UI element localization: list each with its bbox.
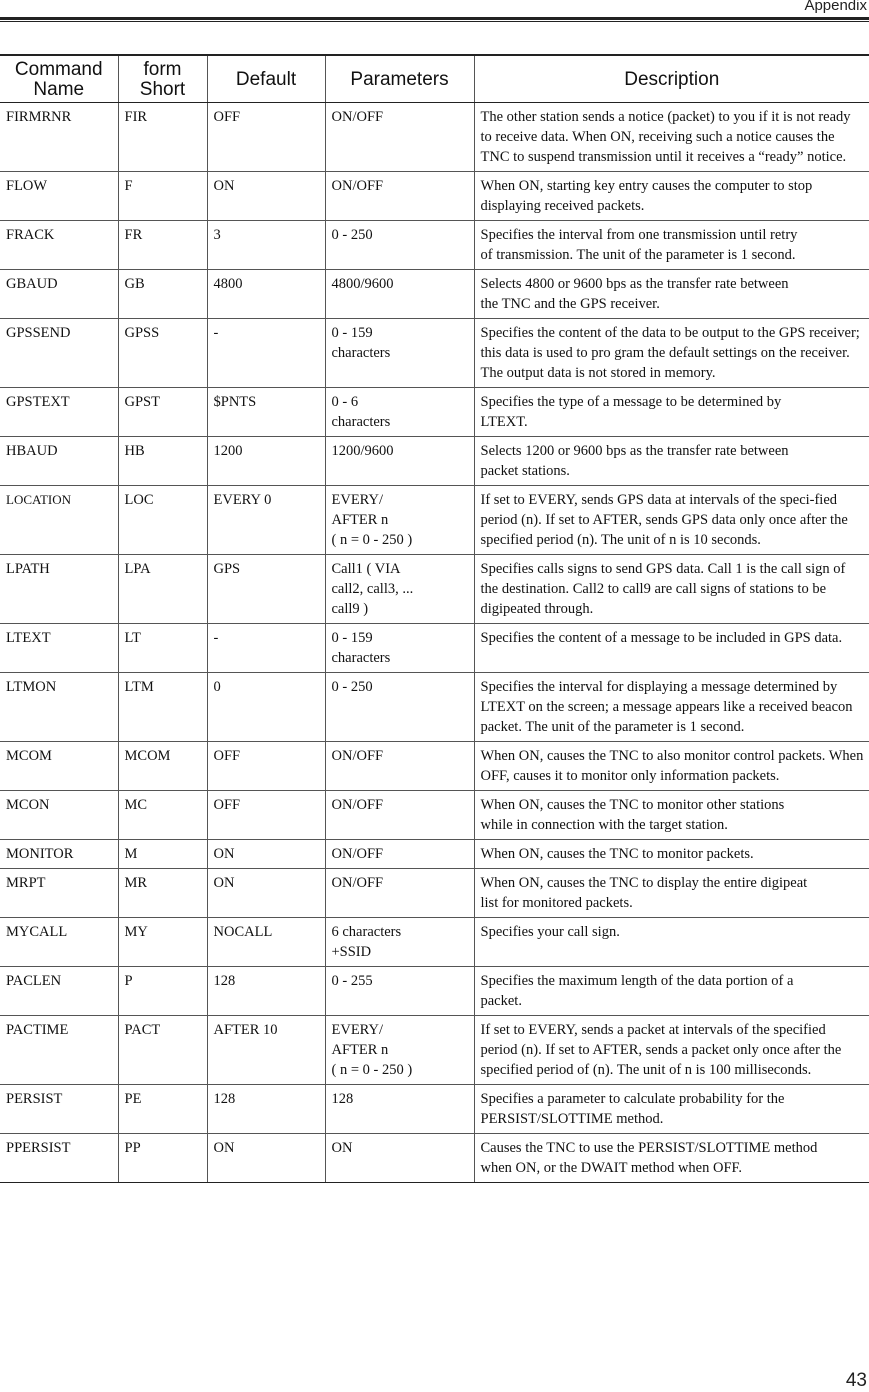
default-value-cell: 3 xyxy=(207,221,325,270)
table-header-row xyxy=(0,55,869,103)
command-name-cell: PACTIME xyxy=(0,1016,118,1085)
command-table xyxy=(0,54,869,1183)
table-row xyxy=(0,1085,869,1134)
short-form-cell: M xyxy=(118,840,207,869)
short-form-cell: FR xyxy=(118,221,207,270)
table-row xyxy=(0,869,869,918)
description-cell: Specifies the type of a message to be determined by LTEXT. xyxy=(474,388,869,437)
parameters-cell: ON/OFF xyxy=(325,840,474,869)
default-value-cell: OFF xyxy=(207,103,325,172)
short-form-cell: PACT xyxy=(118,1016,207,1085)
short-form-cell: MCOM xyxy=(118,742,207,791)
description-cell: Specifies your call sign. xyxy=(474,918,869,967)
parameters-cell: ON/OFF xyxy=(325,172,474,221)
col-header-parameters: Parameters xyxy=(325,55,474,103)
short-form-cell: HB xyxy=(118,437,207,486)
command-name-cell: MCOM xyxy=(0,742,118,791)
col-header-short-form: form Short xyxy=(118,55,207,103)
command-name-cell: PACLEN xyxy=(0,967,118,1016)
table-row xyxy=(0,624,869,673)
parameters-cell: 4800/9600 xyxy=(325,270,474,319)
table-row xyxy=(0,437,869,486)
parameters-cell: 0 - 250 xyxy=(325,673,474,742)
description-cell: Specifies the interval from one transmission until retry of transmission. The unit of the parameter is 1 second. xyxy=(474,221,869,270)
col-header-description: Description xyxy=(474,55,869,103)
default-value-cell: 1200 xyxy=(207,437,325,486)
table-row xyxy=(0,840,869,869)
table-row xyxy=(0,1134,869,1183)
short-form-cell: LPA xyxy=(118,555,207,624)
description-cell: Selects 1200 or 9600 bps as the transfer rate between packet stations. xyxy=(474,437,869,486)
description-cell: Specifies the content of a message to be included in GPS data. xyxy=(474,624,869,673)
command-name-cell: LPATH xyxy=(0,555,118,624)
parameters-cell: 1200/9600 xyxy=(325,437,474,486)
command-name-cell: GPSTEXT xyxy=(0,388,118,437)
table-row xyxy=(0,967,869,1016)
command-name-cell: MRPT xyxy=(0,869,118,918)
default-value-cell: AFTER 10 xyxy=(207,1016,325,1085)
col-header-command-name: Command Name xyxy=(0,55,118,103)
description-cell: If set to EVERY, sends GPS data at intervals of the speci-fied period (n). If set to AFTER, sends GPS data only once after the specified period (n). The unit of n is 10 seconds. xyxy=(474,486,869,555)
table-row xyxy=(0,221,869,270)
parameters-cell: ON/OFF xyxy=(325,869,474,918)
description-cell: When ON, causes the TNC to display the entire digipeat list for monitored packets. xyxy=(474,869,869,918)
description-cell: Specifies the content of the data to be output to the GPS receiver; this data is used to pro gram the default settings on the receiver. The output data is not stored in memory. xyxy=(474,319,869,388)
default-value-cell: NOCALL xyxy=(207,918,325,967)
parameters-cell: EVERY/ AFTER n ( n = 0 - 250 ) xyxy=(325,486,474,555)
short-form-cell: P xyxy=(118,967,207,1016)
table-row xyxy=(0,388,869,437)
short-form-cell: LOC xyxy=(118,486,207,555)
command-name-cell: LTMON xyxy=(0,673,118,742)
description-cell: When ON, causes the TNC to also monitor control packets. When OFF, causes it to monitor only information packets. xyxy=(474,742,869,791)
default-value-cell: EVERY 0 xyxy=(207,486,325,555)
default-value-cell: GPS xyxy=(207,555,325,624)
default-value-cell: $PNTS xyxy=(207,388,325,437)
parameters-cell: ON/OFF xyxy=(325,791,474,840)
default-value-cell: ON xyxy=(207,840,325,869)
description-cell: Causes the TNC to use the PERSIST/SLOTTIME method when ON, or the DWAIT method when OFF. xyxy=(474,1134,869,1183)
command-name-cell: LTEXT xyxy=(0,624,118,673)
default-value-cell: ON xyxy=(207,1134,325,1183)
table-row xyxy=(0,319,869,388)
command-name-cell: LOCATION xyxy=(0,486,118,555)
parameters-cell: ON/OFF xyxy=(325,742,474,791)
default-value-cell: 128 xyxy=(207,967,325,1016)
parameters-cell: 6 characters +SSID xyxy=(325,918,474,967)
header-rule-thick xyxy=(0,17,869,20)
short-form-cell: F xyxy=(118,172,207,221)
command-name-cell: MCON xyxy=(0,791,118,840)
description-cell: The other station sends a notice (packet) to you if it is not ready to receive data. When ON, receiving such a notice causes the TNC to suspend transmission until it receives a “ready” notice. xyxy=(474,103,869,172)
short-form-cell: GPST xyxy=(118,388,207,437)
parameters-cell: 0 - 159 characters xyxy=(325,624,474,673)
short-form-cell: GB xyxy=(118,270,207,319)
table-row xyxy=(0,791,869,840)
table-row xyxy=(0,918,869,967)
description-cell: Specifies the interval for displaying a message determined by LTEXT on the screen; a message appears like a received beacon packet. The unit of the parameter is 1 second. xyxy=(474,673,869,742)
command-name-cell: MONITOR xyxy=(0,840,118,869)
command-name-cell: PERSIST xyxy=(0,1085,118,1134)
table-row xyxy=(0,673,869,742)
parameters-cell: 0 - 6 characters xyxy=(325,388,474,437)
default-value-cell: - xyxy=(207,319,325,388)
description-cell: Selects 4800 or 9600 bps as the transfer rate between the TNC and the GPS receiver. xyxy=(474,270,869,319)
command-name-cell: HBAUD xyxy=(0,437,118,486)
table-row xyxy=(0,270,869,319)
default-value-cell: ON xyxy=(207,869,325,918)
parameters-cell: EVERY/ AFTER n ( n = 0 - 250 ) xyxy=(325,1016,474,1085)
table-row xyxy=(0,742,869,791)
default-value-cell: 4800 xyxy=(207,270,325,319)
description-cell: Specifies calls signs to send GPS data. Call 1 is the call sign of the destination. Call2 to call9 are call signs of stations to be digipeated through. xyxy=(474,555,869,624)
command-name-cell: GBAUD xyxy=(0,270,118,319)
short-form-cell: LT xyxy=(118,624,207,673)
description-cell: Specifies the maximum length of the data portion of a packet. xyxy=(474,967,869,1016)
default-value-cell: ON xyxy=(207,172,325,221)
table-row xyxy=(0,555,869,624)
short-form-cell: PP xyxy=(118,1134,207,1183)
page-number: 43 xyxy=(845,1370,867,1391)
command-name-cell: FRACK xyxy=(0,221,118,270)
description-cell: When ON, causes the TNC to monitor packets. xyxy=(474,840,869,869)
description-cell: When ON, starting key entry causes the computer to stop displaying received packets. xyxy=(474,172,869,221)
parameters-cell: ON/OFF xyxy=(325,103,474,172)
header-rule-thin xyxy=(0,21,869,22)
parameters-cell: 0 - 250 xyxy=(325,221,474,270)
parameters-cell: 0 - 159 characters xyxy=(325,319,474,388)
command-name-cell: FLOW xyxy=(0,172,118,221)
short-form-cell: PE xyxy=(118,1085,207,1134)
short-form-cell: GPSS xyxy=(118,319,207,388)
table-row xyxy=(0,1016,869,1085)
table-row xyxy=(0,103,869,172)
command-name-cell: FIRMRNR xyxy=(0,103,118,172)
col-header-default: Default xyxy=(207,55,325,103)
command-name-cell: GPSSEND xyxy=(0,319,118,388)
description-cell: Specifies a parameter to calculate probability for the PERSIST/SLOTTIME method. xyxy=(474,1085,869,1134)
description-cell: If set to EVERY, sends a packet at intervals of the specified period (n). If set to AFTER, sends a packet only once after the specified period of (n). The unit of n is 100 milliseconds. xyxy=(474,1016,869,1085)
default-value-cell: OFF xyxy=(207,791,325,840)
default-value-cell: - xyxy=(207,624,325,673)
page-header-title: Appendix xyxy=(804,0,867,14)
parameters-cell: 128 xyxy=(325,1085,474,1134)
description-cell: When ON, causes the TNC to monitor other stations while in connection with the target station. xyxy=(474,791,869,840)
short-form-cell: MY xyxy=(118,918,207,967)
table-row xyxy=(0,486,869,555)
parameters-cell: 0 - 255 xyxy=(325,967,474,1016)
command-name-cell: MYCALL xyxy=(0,918,118,967)
default-value-cell: 0 xyxy=(207,673,325,742)
short-form-cell: FIR xyxy=(118,103,207,172)
command-name-cell: PPERSIST xyxy=(0,1134,118,1183)
parameters-cell: ON xyxy=(325,1134,474,1183)
short-form-cell: LTM xyxy=(118,673,207,742)
default-value-cell: OFF xyxy=(207,742,325,791)
parameters-cell: Call1 ( VIA call2, call3, ... call9 ) xyxy=(325,555,474,624)
default-value-cell: 128 xyxy=(207,1085,325,1134)
short-form-cell: MR xyxy=(118,869,207,918)
table-row xyxy=(0,172,869,221)
short-form-cell: MC xyxy=(118,791,207,840)
